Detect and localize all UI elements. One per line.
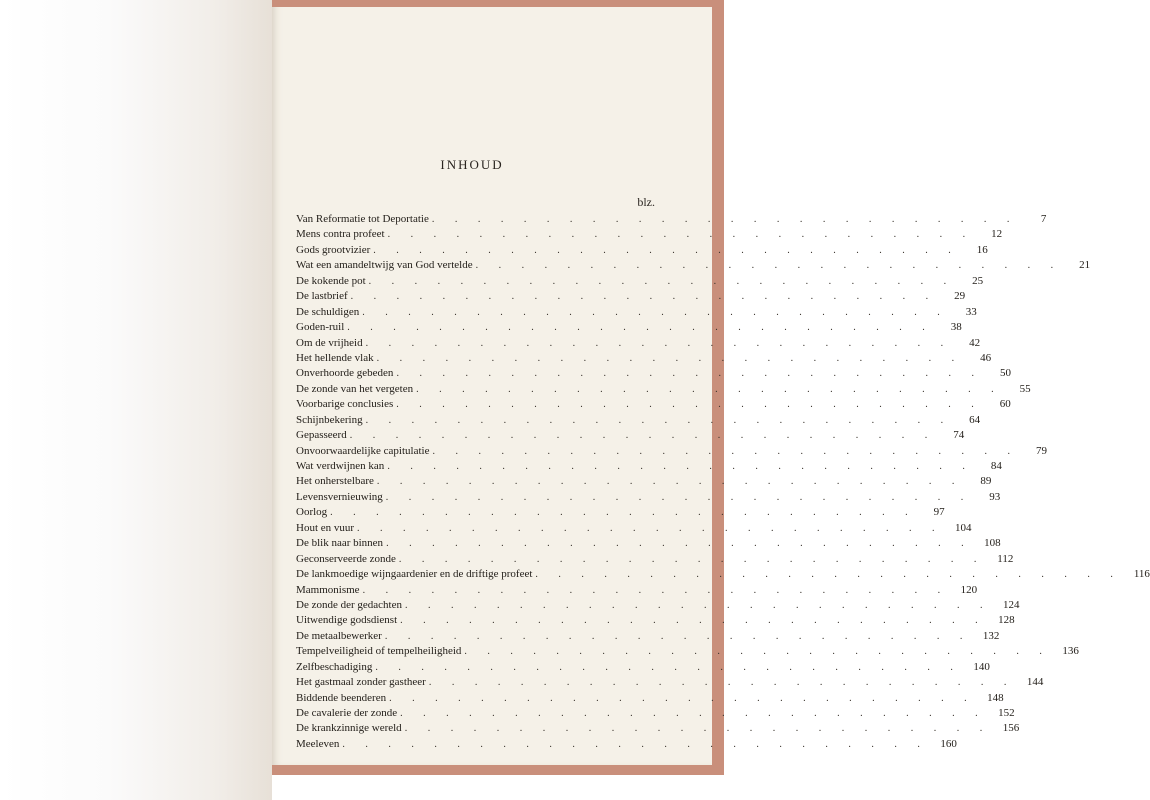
toc-entry xyxy=(296,583,978,598)
toc-entry-title: De blik naar binnen xyxy=(296,537,384,550)
toc-entry-page: 21 xyxy=(1079,259,1091,272)
toc-entry xyxy=(296,721,1020,736)
toc-entry xyxy=(296,258,1091,273)
toc-entry-page: 144 xyxy=(1026,676,1044,689)
toc-entry xyxy=(296,212,1047,227)
toc-entry-page: 42 xyxy=(969,336,981,349)
dot-leader: . . . . . . . . . . . . . . . . . . . . . . . . . . xyxy=(387,229,975,241)
toc-entry xyxy=(296,274,984,289)
toc-entry-page: 33 xyxy=(965,305,977,318)
toc-entry-page: 148 xyxy=(987,691,1004,704)
toc-entry-page: 25 xyxy=(972,274,984,287)
toc-entry-title: Hout en vuur xyxy=(296,521,355,534)
book-cover-edge-top xyxy=(272,0,724,7)
toc-entry xyxy=(296,567,1150,582)
dot-leader: . . . . . . . . . . . . . . . . . . . . . . . . . . xyxy=(350,291,938,303)
dot-leader: . . . . . . . . . . . . . . . . . . . . . . . . . . xyxy=(342,738,929,750)
toc-entry-title: Het onherstelbare xyxy=(296,475,374,488)
toc-entry-page: 46 xyxy=(980,351,992,364)
dot-leader: . . . . . . . . . . . . . . . . . . . . . . . . . . xyxy=(365,337,953,349)
dot-leader: . . . . . . . . . . . . . . . . . . . . . . . . . . xyxy=(464,646,1051,658)
dot-leader: . . . . . . . . . . . . . . . . . . . . . . . . . . xyxy=(375,661,962,673)
toc-entry-page: 120 xyxy=(960,583,978,596)
toc-entry-page: 16 xyxy=(976,243,988,256)
toc-entry xyxy=(296,536,1001,551)
toc-entry xyxy=(296,613,1015,628)
dot-leader: . . . . . . . . . . . . . . . . . . . . . . . . . . xyxy=(376,352,964,364)
toc-entry xyxy=(296,305,977,320)
toc-entry xyxy=(296,552,1014,567)
toc-entry-page: 104 xyxy=(955,521,972,534)
toc-entry-page: 12 xyxy=(991,228,1003,241)
dot-leader: . . . . . . . . . . . . . . . . . . . . . . . . . . xyxy=(368,275,956,287)
toc-entry-title: Onverhoorde gebeden xyxy=(296,367,394,380)
toc-entry-title: Gepasseerd xyxy=(296,429,347,442)
toc-entry xyxy=(296,243,988,258)
toc-entry xyxy=(296,474,992,489)
toc-entry-title: Uitwendige godsdienst xyxy=(296,614,398,627)
toc-entry-title: Geconserveerde zonde xyxy=(296,552,396,565)
toc-entry-page: 160 xyxy=(940,737,957,750)
dot-leader: . . . . . . . . . . . . . . . . . . . . . . . . . . xyxy=(376,476,964,488)
toc-entry-page: 79 xyxy=(1035,444,1047,457)
toc-entry-page: 152 xyxy=(998,707,1015,719)
toc-entry-title: Schijnbekering xyxy=(296,413,363,426)
toc-entry-title: Gods grootvizier xyxy=(296,243,371,256)
facing-page-blur xyxy=(0,0,272,800)
toc-entry xyxy=(296,366,1011,381)
dot-leader: . . . . . . . . . . . . . . . . . . . . . . . . . . xyxy=(349,430,937,442)
toc-entry-page: 29 xyxy=(954,290,966,303)
toc-entry-title: De krankzinnige wereld xyxy=(296,722,402,735)
toc-entry xyxy=(296,336,981,351)
dot-leader: . . . . . . . . . . . . . . . . . . . . . . . . . . xyxy=(384,630,972,642)
toc-entry-title: Levensvernieuwing xyxy=(296,490,383,503)
toc-entry-title: Onvoorwaardelijke capitulatie xyxy=(296,444,430,457)
toc-entry-title: Oorlog xyxy=(296,506,328,519)
toc-entry xyxy=(296,490,1001,505)
toc-entry-title: Biddende beenderen xyxy=(296,691,387,704)
dot-leader: . . . . . . . . . . . . . . . . . . . . . . . . . . xyxy=(386,538,973,550)
toc-entry-page: 108 xyxy=(984,537,1001,550)
dot-leader: . . . . . . . . . . . . . . . . . . . . . . . . . . xyxy=(396,368,983,380)
toc-entry-page: 7 xyxy=(1040,213,1047,225)
dot-leader: . . . . . . . . . . . . . . . . . . . . . . . . . . xyxy=(432,445,1019,457)
toc-entry-title: De schuldigen xyxy=(296,305,360,318)
toc-entry-page: 38 xyxy=(950,321,962,334)
toc-entry xyxy=(296,706,1015,721)
toc-entry-title: Van Reformatie tot Deportatie xyxy=(296,213,429,225)
toc-entry-title: De metaalbewerker xyxy=(296,629,382,642)
dot-leader: . . . . . . . . . . . . . . . . . . . . . . . . . . xyxy=(362,584,950,596)
toc-entry xyxy=(296,227,1003,242)
toc-entry-page: 64 xyxy=(969,413,981,426)
toc-entry-page: 136 xyxy=(1062,645,1079,658)
dot-leader: . . . . . . . . . . . . . . . . . . . . . . . . . . xyxy=(404,599,992,611)
dot-leader: . . . . . . . . . . . . . . . . . . . . . . . . . . xyxy=(365,414,953,426)
toc-entry xyxy=(296,691,1004,706)
toc-entry-page: 50 xyxy=(999,367,1011,380)
book-cover-edge-bottom xyxy=(272,765,724,775)
dot-leader: . . . . . . . . . . . . . . . . . . . . . . . . . . xyxy=(396,399,983,411)
toc-entry-title: Wat een amandeltwijg van God vertelde xyxy=(296,259,473,272)
dot-leader: . . . . . . . . . . . . . . . . . . . . . . . . . . xyxy=(431,214,1019,225)
toc-entry-page: 124 xyxy=(1002,598,1020,611)
toc-entry xyxy=(296,289,966,304)
toc-entry-title: Goden-ruil xyxy=(296,321,345,334)
toc-entry-title: De lankmoedige wijngaardenier en de driftige profeet xyxy=(296,568,533,581)
dot-leader: . . . . . . . . . . . . . . . . . . . . . . . . . . xyxy=(385,491,973,503)
table-of-contents xyxy=(296,212,1150,752)
toc-entry-page: 60 xyxy=(999,398,1011,411)
dot-leader: . . . . . . . . . . . . . . . . . . . . . . . . . . xyxy=(347,322,934,334)
dot-leader: . . . . . . . . . . . . . . . . . . . . . . . . . . xyxy=(387,461,974,472)
toc-entry-title: Om de vrijheid xyxy=(296,336,363,349)
toc-entry-page: 74 xyxy=(953,429,965,442)
toc-entry-title: Voorbarige conclusies xyxy=(296,398,394,411)
toc-entry-page: 140 xyxy=(973,660,990,673)
dot-leader: . . . . . . . . . . . . . . . . . . . . . . . . . . xyxy=(373,244,960,256)
toc-entry-page: 55 xyxy=(1019,382,1031,395)
toc-entry-page: 116 xyxy=(1133,568,1150,581)
toc-entry xyxy=(296,382,1031,397)
dot-leader: . . . . . . . . . . . . . . . . . . . . . . . . . . xyxy=(428,677,1016,689)
toc-entry xyxy=(296,397,1011,412)
toc-entry-title: De cavalerie der zonde xyxy=(296,707,398,719)
toc-entry xyxy=(296,459,1002,474)
toc-entry-title: Mammonisme xyxy=(296,583,360,596)
dot-leader: . . . . . . . . . . . . . . . . . . . . . . . . . . xyxy=(398,553,986,565)
toc-entry-title: De lastbrief xyxy=(296,290,348,303)
toc-entry-title: Het gastmaal zonder gastheer xyxy=(296,676,426,689)
toc-entry-title: De kokende pot xyxy=(296,274,366,287)
dot-leader: . . . . . . . . . . . . . . . . . . . . . . . . . . xyxy=(362,306,949,318)
toc-entry xyxy=(296,629,1000,644)
toc-entry-title: De zonde der gedachten xyxy=(296,598,402,611)
page-title: INHOUD xyxy=(440,157,504,172)
page-column-label: blz. xyxy=(637,195,655,209)
toc-entry xyxy=(296,737,957,752)
toc-entry-title: Zelfbeschadiging xyxy=(296,660,373,673)
toc-entry xyxy=(296,428,965,443)
toc-entry-page: 93 xyxy=(989,490,1001,503)
toc-entry-page: 112 xyxy=(997,552,1014,565)
toc-entry xyxy=(296,675,1044,690)
toc-entry-page: 89 xyxy=(980,475,992,488)
toc-entry xyxy=(296,521,972,536)
toc-entry-page: 156 xyxy=(1002,722,1020,735)
toc-entry xyxy=(296,598,1020,613)
toc-entry-title: Het hellende vlak xyxy=(296,351,374,364)
dot-leader: . . . . . . . . . . . . . . . . . . . . . . . . . . xyxy=(330,507,917,519)
toc-entry xyxy=(296,505,945,520)
dot-leader: . . . . . . . . . . . . . . . . . . . . . . . . . . xyxy=(400,615,987,627)
dot-leader: . . . . . . . . . . . . . . . . . . . . . . . . . . xyxy=(357,522,944,534)
dot-leader: . . . . . . . . . . . . . . . . . . . . . . . . . . xyxy=(416,383,1003,395)
dot-leader: . . . . . . . . . . . . . . . . . . . . . . . . . . xyxy=(535,569,1122,581)
toc-entry-title: Tempelveiligheid of tempelheiligheid xyxy=(296,645,462,658)
toc-entry xyxy=(296,413,981,428)
toc-entry-title: Meeleven xyxy=(296,737,340,750)
toc-entry-title: Mens contra profeet xyxy=(296,228,385,241)
toc-entry xyxy=(296,444,1047,459)
dot-leader: . . . . . . . . . . . . . . . . . . . . . . . . . . xyxy=(400,708,987,719)
toc-entry-title: Wat verdwijnen kan xyxy=(296,460,385,472)
toc-entry xyxy=(296,351,992,366)
toc-entry xyxy=(296,660,990,675)
toc-entry-title: De zonde van het vergeten xyxy=(296,382,414,395)
dot-leader: . . . . . . . . . . . . . . . . . . . . . . . . . . xyxy=(404,723,992,735)
toc-entry xyxy=(296,320,962,335)
toc-entry-page: 132 xyxy=(982,629,1000,642)
toc-entry-page: 128 xyxy=(998,614,1015,627)
dot-leader: . . . . . . . . . . . . . . . . . . . . . . . . . . xyxy=(475,260,1063,272)
toc-entry-page: 97 xyxy=(933,506,945,519)
toc-entry-page: 84 xyxy=(990,460,1002,472)
toc-entry xyxy=(296,644,1079,659)
dot-leader: . . . . . . . . . . . . . . . . . . . . . . . . . . xyxy=(389,692,976,704)
